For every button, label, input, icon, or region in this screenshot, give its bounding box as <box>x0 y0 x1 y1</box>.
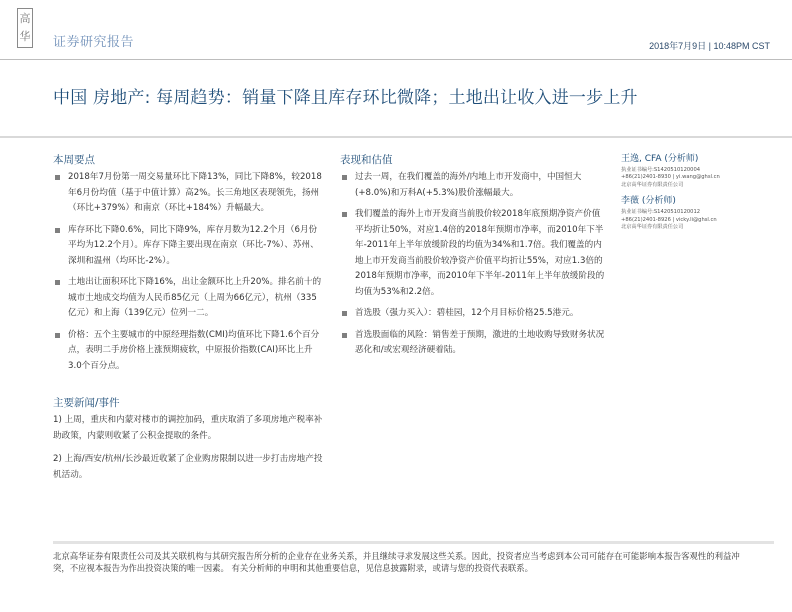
list-item <box>340 207 608 300</box>
weekly-points-list <box>53 170 325 374</box>
bullet-text: 首选股（强力买入）：碧桂园，12个月目标价格25.5港元。 <box>355 308 579 318</box>
analyst-card <box>621 195 781 231</box>
news-item: 1) 上周，重庆和内蒙对楼市的调控加码，重庆取消了多项房地产税率补助政策，内蒙则收紧了公积金提取的条件。 <box>53 415 323 441</box>
bullet-text: 首选股面临的风险：销售差于预期，激进的土地收购导致财务状况恶化和/或宏观经济硬着陆。 <box>355 329 605 355</box>
analyst-card <box>621 153 781 189</box>
list-item <box>340 328 608 359</box>
analyst-contact[interactable]: +86(21)2401-8930 | yi.wang@ghsl.cn <box>621 174 720 181</box>
title-divider <box>0 136 792 138</box>
page-title: 中国 房地产: 每周趋势：销量下降且库存环比微降；土地出让收入进一步上升 <box>53 88 638 108</box>
analyst-column <box>621 153 781 237</box>
logo-char-bottom: 华 <box>19 30 31 43</box>
bullet-square-icon <box>342 212 347 217</box>
list-item <box>53 328 325 375</box>
bullet-text: 我们覆盖的海外上市开发商当前股价较2018年底预期净资产价值平均折让50%，对应1.4倍的2018年预期市净率，而2010年下半年-2011年上半年放缓阶段的均值为34%和1.7倍。我们覆盖的内地上市开发商当前股价较净资产价值平均折让55%，对应1.3倍的2018年预期市净率，而2010年下半年-2011年上半年放缓阶段的均值为53%和2.2倍。 <box>355 209 605 297</box>
analyst-name: 李薇 (分析师) <box>621 196 676 207</box>
report-date: 2018年7月9日 | 10:48PM CST <box>649 41 770 51</box>
middle-column <box>340 153 608 365</box>
bullet-text: 库存环比下降0.6%，同比下降9%，库存月数为12.2个月（6月份平均为12.2个月）。库存下降主要出现在南京（环比-7%）、苏州、深圳和温州（均环比-2%）。 <box>68 224 319 266</box>
list-item <box>340 170 608 201</box>
analyst-license: 执业证书编号:S1420510120012 <box>621 209 701 216</box>
analyst-contact[interactable]: +86(21)2401-8926 | vicky.li@ghsl.cn <box>621 216 717 223</box>
bullet-text: 价格：五个主要城市的中原经理指数(CMI)均值环比下降1.6个百分点，表明二手房价格上涨预期疲软，中原报价指数(CAI)环比上升3.0个百分点。 <box>68 329 320 371</box>
bullet-square-icon <box>55 175 60 180</box>
bullet-text: 土地出让面积环比下降16%，出让金额环比上升20%。排名前十的城市土地成交均值为人民币85亿元（上周为66亿元），杭州（335亿元）和上海（139亿元）位列一二。 <box>68 277 322 318</box>
bullet-square-icon <box>342 175 347 180</box>
footer-divider <box>53 541 774 544</box>
logo-char-top: 高 <box>19 12 31 25</box>
gaohua-logo <box>17 8 33 48</box>
brand-title: 证券研究报告 <box>53 35 135 50</box>
bullet-square-icon <box>55 280 60 285</box>
list-item <box>53 275 325 322</box>
bullet-text: 过去一周，在我们覆盖的海外/内地上市开发商中，中国恒大(+8.0%)和万科A(+5.3%)股价涨幅最大。 <box>355 172 582 198</box>
analyst-company: 北京高华证券有限责任公司 <box>621 224 684 231</box>
left-column <box>53 153 325 491</box>
weekly-points-heading: 本周要点 <box>53 154 95 166</box>
bullet-square-icon <box>55 333 60 338</box>
performance-list <box>340 170 608 359</box>
performance-heading: 表现和估值 <box>340 154 393 166</box>
bullet-text: 2018年7月份第一周交易量环比下降13%，同比下降8%，较2018年6月份均值（基于中值计算）高2%。长三角地区表现领先，扬州（环比+379%）和南京（环比+184%）升幅最大。 <box>68 172 322 213</box>
bullet-square-icon <box>342 311 347 316</box>
analyst-company: 北京高华证券有限责任公司 <box>621 181 684 188</box>
list-item <box>53 223 325 270</box>
list-item <box>53 170 325 217</box>
analyst-name: 王逸, CFA (分析师) <box>621 154 699 164</box>
bullet-square-icon <box>55 228 60 233</box>
header-divider <box>0 59 792 60</box>
news-heading: 主要新闻/事件 <box>53 397 120 409</box>
disclosure-footer: 北京高华证券有限责任公司及其关联机构与其研究报告所分析的企业存在业务关系，并且继续寻求发展这些关系。因此，投资者应当考虑到本公司可能存在可能影响本报告客观性的利益冲突，不应视本报告为作出投资决策的唯一因素。 有关分析师的申明和其他重要信息，见信息披露附录，或请与您的投资代表联系。 <box>53 551 740 574</box>
bullet-square-icon <box>342 333 347 338</box>
news-list <box>53 413 325 483</box>
analyst-license: 执业证书编号:S1420510120004 <box>621 167 701 173</box>
list-item <box>340 306 608 322</box>
news-item: 2) 上海/西安/杭州/长沙最近收紧了企业购房限制以进一步打击房地产投机活动。 <box>53 454 323 480</box>
